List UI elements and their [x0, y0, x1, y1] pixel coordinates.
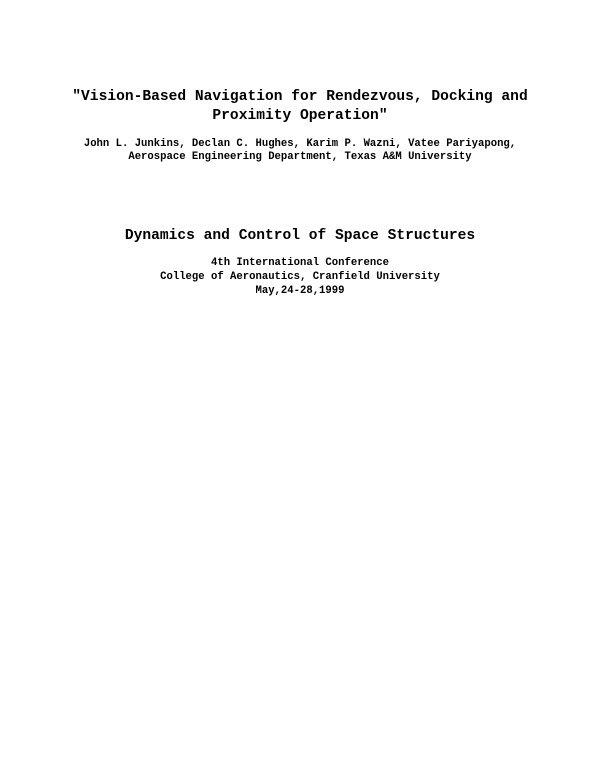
authors-line-2: Aerospace Engineering Department, Texas A&M University [128, 151, 472, 163]
paper-title-line-1: "Vision-Based Navigation for Rendezvous, Docking and [72, 89, 528, 105]
conference-edition: 4th International Conference [210, 257, 389, 269]
conference-dates: May,24-28,1999 [255, 285, 345, 297]
authors-line-1: John L. Junkins, Declan C. Hughes, Karim P. Wazni, Vatee Pariyapong, [83, 138, 517, 150]
conference-venue: College of Aeronautics, Cranfield University [160, 271, 440, 283]
paper-title-line-2: Proximity Operation" [212, 108, 388, 124]
conference-title: Dynamics and Control of Space Structures [124, 228, 476, 244]
